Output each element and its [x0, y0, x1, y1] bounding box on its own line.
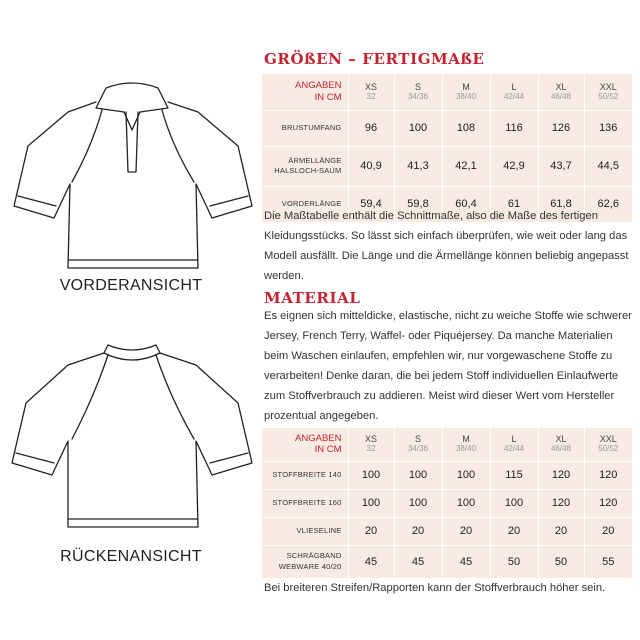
table-cell: 20 — [348, 517, 394, 545]
table-cell: 61 — [490, 186, 538, 222]
table-cell: 42,1 — [442, 146, 490, 186]
table-cell: 61,8 — [538, 186, 584, 222]
back-view-sketch — [10, 333, 255, 533]
table-cell: 120 — [584, 461, 632, 489]
table-cell: 50 — [490, 545, 538, 578]
table-row — [262, 517, 632, 545]
row-label: SCHRÄGBAND WEBWARE 40/20 — [262, 545, 348, 578]
size-header: XXL 50/52 — [584, 428, 632, 461]
size-header: S 34/36 — [394, 74, 442, 110]
table-cell: 42,9 — [490, 146, 538, 186]
table-row — [262, 489, 632, 517]
table-cell: 20 — [442, 517, 490, 545]
table-header-row — [262, 428, 632, 461]
garment-views — [0, 0, 262, 640]
table-cell: 41,3 — [394, 146, 442, 186]
row-label: VLIESELINE — [262, 517, 348, 545]
table-cell: 59,8 — [394, 186, 442, 222]
table-row — [262, 110, 632, 146]
back-view-label: RÜCKENANSICHT — [60, 548, 202, 565]
table-cell: 20 — [584, 517, 632, 545]
material-heading: MATERIAL — [264, 289, 361, 307]
table-cell: 96 — [348, 110, 394, 146]
table-header-row — [262, 74, 632, 110]
table-cell: 43,7 — [538, 146, 584, 186]
size-header: XS 32 — [348, 428, 394, 461]
row-label: VORDERLÄNGE — [262, 186, 348, 222]
table-cell: 100 — [490, 489, 538, 517]
units-label: ANGABEN IN CM — [262, 428, 348, 461]
size-header: XS 32 — [348, 74, 394, 110]
row-label: STOFFBREITE 160 — [262, 489, 348, 517]
units-label: ANGABEN IN CM — [262, 74, 348, 110]
material-table — [262, 428, 632, 579]
table-cell: 44,5 — [584, 146, 632, 186]
table-cell: 120 — [584, 489, 632, 517]
front-view-sketch — [10, 72, 255, 272]
material-description: Es eignen sich mitteldicke, elastische, nicht zu weiche Stoffe wie schwerer Jersey, French Terry, Waffel- oder Piquéjersey. Da manche Materialien beim Waschen einlaufen, empfehlen wir, nur vorgewaschene Stoffe zu verarbeiten! Denke daran, die bei jedem Stoff individuellen Einlaufwerte zum Stoffverbrauch zu addieren. Meist wird dieser Wert vom Hersteller prozentual angegeben. — [264, 310, 632, 422]
table-cell: 120 — [538, 489, 584, 517]
table-cell: 116 — [490, 110, 538, 146]
table-cell: 59,4 — [348, 186, 394, 222]
table-cell: 100 — [394, 110, 442, 146]
table-cell: 100 — [348, 461, 394, 489]
size-header: S 34/36 — [394, 428, 442, 461]
size-header: XL 46/48 — [538, 428, 584, 461]
material-footnote: Bei breiteren Streifen/Rapporten kann der Stoffverbrauch höher sein. — [264, 582, 606, 594]
table-row — [262, 545, 632, 578]
table-cell: 100 — [442, 461, 490, 489]
table-row — [262, 146, 632, 186]
size-header: XXL 50/52 — [584, 74, 632, 110]
table-cell: 100 — [348, 489, 394, 517]
size-header: M 38/40 — [442, 74, 490, 110]
table-row — [262, 461, 632, 489]
sizes-description: Die Maßtabelle enthält die Schnittmaße, also die Maße des fertigen Kleidungsstücks. So lässt sich einfach überprüfen, wie weit oder lang das Modell ausfällt. Die Länge und die Ärmellänge können beliebig angepasst werden. — [264, 210, 629, 282]
sizes-heading: GRÖßEN – FERTIGMAßE — [264, 50, 485, 68]
table-cell: 50 — [538, 545, 584, 578]
sizes-table — [262, 74, 632, 223]
table-cell: 100 — [442, 489, 490, 517]
front-view-label: VORDERANSICHT — [59, 277, 203, 294]
row-label: STOFFBREITE 140 — [262, 461, 348, 489]
table-cell: 20 — [394, 517, 442, 545]
table-cell: 136 — [584, 110, 632, 146]
size-header: L 42/44 — [490, 428, 538, 461]
table-cell: 45 — [442, 545, 490, 578]
table-cell: 108 — [442, 110, 490, 146]
table-cell: 60,4 — [442, 186, 490, 222]
table-cell: 100 — [394, 461, 442, 489]
table-cell: 45 — [348, 545, 394, 578]
row-label: BRUSTUMFANG — [262, 110, 348, 146]
row-label: ÄRMELLÄNGE HALSLOCH-SAUM — [262, 146, 348, 186]
table-cell: 120 — [538, 461, 584, 489]
table-cell: 45 — [394, 545, 442, 578]
table-cell: 20 — [538, 517, 584, 545]
table-cell: 55 — [584, 545, 632, 578]
table-cell: 62,6 — [584, 186, 632, 222]
size-header: M 38/40 — [442, 428, 490, 461]
table-cell: 100 — [394, 489, 442, 517]
size-header: L 42/44 — [490, 74, 538, 110]
size-header: XL 46/48 — [538, 74, 584, 110]
table-cell: 20 — [490, 517, 538, 545]
table-cell: 40,9 — [348, 146, 394, 186]
table-cell: 126 — [538, 110, 584, 146]
table-cell: 115 — [490, 461, 538, 489]
